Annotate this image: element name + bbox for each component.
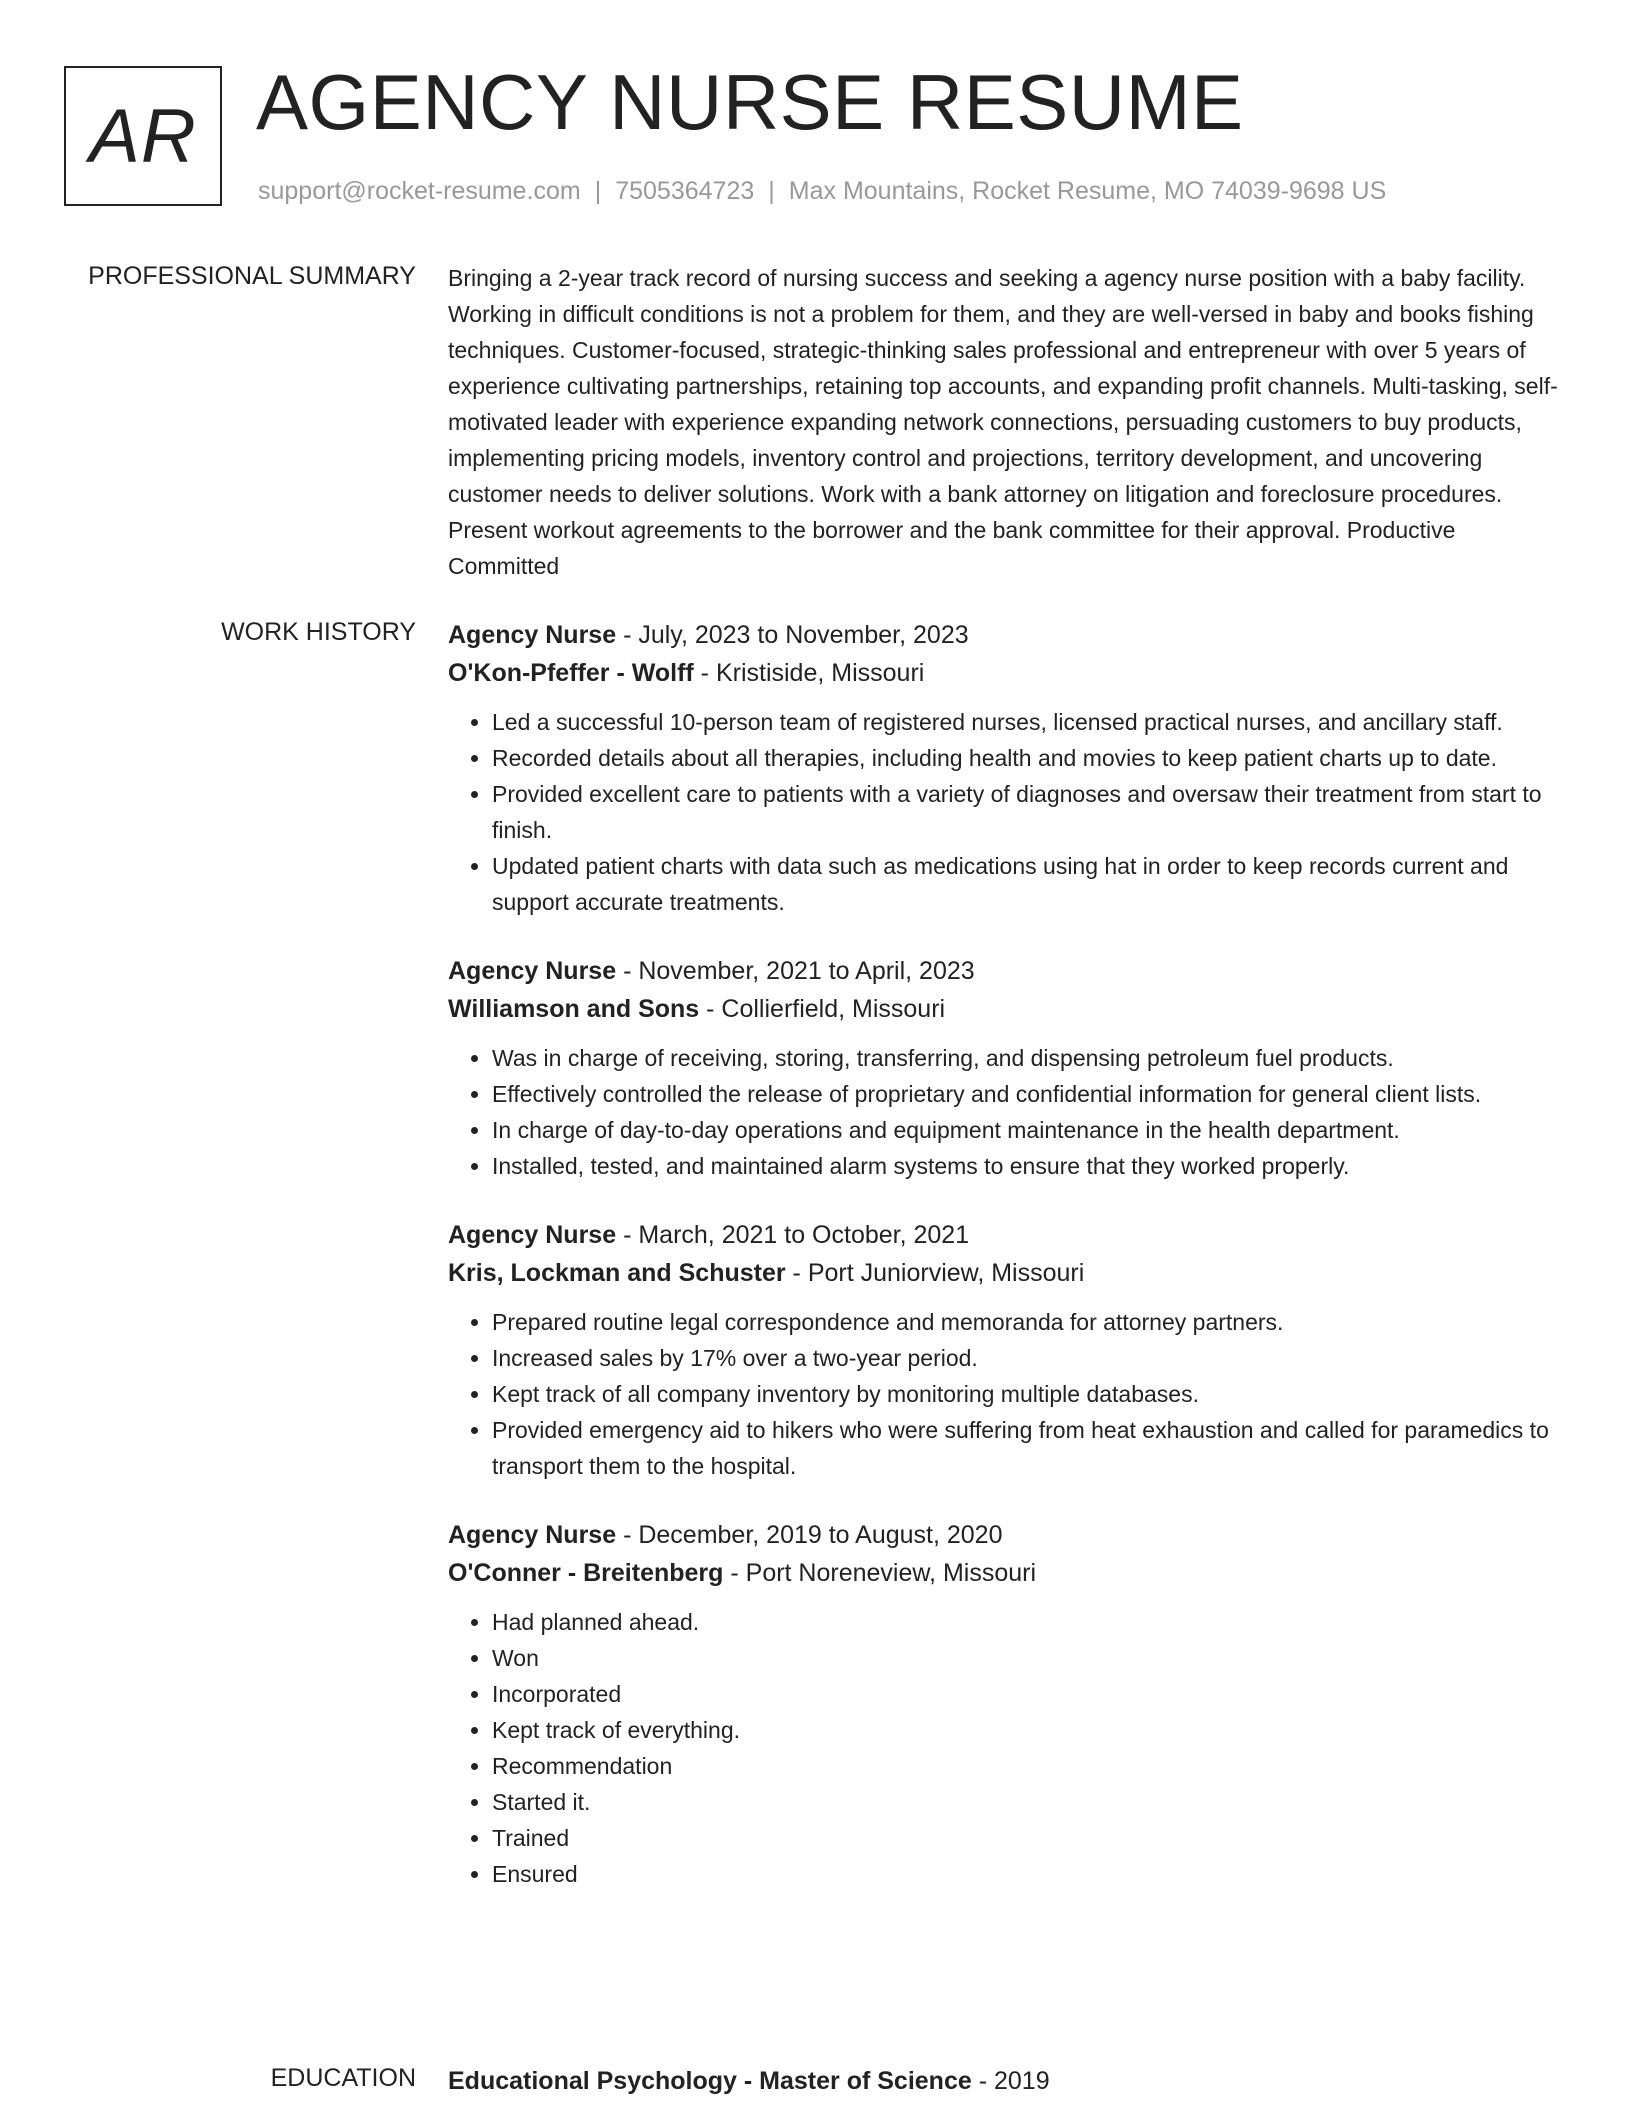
resume-title: AGENCY NURSE RESUME	[256, 58, 1244, 146]
contact-separator: |	[594, 177, 602, 205]
job-title: Agency Nurse	[448, 1221, 617, 1249]
job-location: - Kristiside, Missouri	[693, 659, 925, 687]
job-company-line	[448, 1554, 1560, 1592]
monogram-badge	[64, 66, 222, 206]
job-bullet: • Recommendation	[492, 1748, 1560, 1784]
job-title-line	[448, 1216, 1560, 1254]
job-list	[448, 616, 1560, 1892]
job-company: O'Kon-Pfeffer - Wolff	[448, 659, 694, 687]
job-dates: - July, 2023 to November, 2023	[616, 621, 969, 649]
job-dates: - March, 2021 to October, 2021	[616, 1221, 970, 1249]
job-title: Agency Nurse	[448, 1521, 617, 1549]
summary-text: Bringing a 2-year track record of nursing success and seeking a agency nurse position with a baby facility. Working in difficult conditions is not a problem for them, and they are well-versed in baby and books fishing techniques. Customer-focused, strategic-thinking sales professional and entrepreneur with over 5 years of experience cultivating partnerships, retaining top accounts, and expanding profit channels. Multi-tasking, self-motivated leader with experience expanding network connections, persuading customers to buy products, implementing pricing models, inventory control and projections, territory development, and uncovering customer needs to deliver solutions. Work with a bank attorney on litigation and foreclosure procedures. Present workout agreements to the borrower and the bank committee for their approval. Productive Committed	[448, 265, 1558, 579]
job-bullets	[448, 704, 1560, 920]
job-company: Kris, Lockman and Schuster	[448, 1259, 786, 1287]
job-bullet: • Provided excellent care to patients with a variety of diagnoses and oversaw their treatment from start to finish.	[492, 776, 1560, 848]
job-bullet: • Prepared routine legal correspondence and memoranda for attorney partners.	[492, 1304, 1560, 1340]
job-bullet: • Kept track of all company inventory by monitoring multiple databases.	[492, 1376, 1560, 1412]
job-bullet: • Incorporated	[492, 1676, 1560, 1712]
job-company-line	[448, 654, 1560, 692]
job-bullet: • Increased sales by 17% over a two-year period.	[492, 1340, 1560, 1376]
job-bullet: • Started it.	[492, 1784, 1560, 1820]
contact-email[interactable]: support@rocket-resume.com	[258, 177, 581, 205]
job-bullets	[448, 1040, 1560, 1184]
job-title-line	[448, 1516, 1560, 1554]
job-bullet: • Ensured	[492, 1856, 1560, 1892]
education-year: - 2019	[971, 2067, 1050, 2095]
job-bullet: • Was in charge of receiving, storing, transferring, and dispensing petroleum fuel products.	[492, 1040, 1560, 1076]
job-dates: - December, 2019 to August, 2020	[616, 1521, 1003, 1549]
work-history-label: WORK HISTORY	[221, 618, 416, 646]
job-bullet: • Effectively controlled the release of proprietary and confidential information for general client lists.	[492, 1076, 1560, 1112]
job-dates: - November, 2021 to April, 2023	[616, 957, 975, 985]
job-entry	[448, 1216, 1560, 1484]
job-entry	[448, 952, 1560, 1184]
contact-address: Max Mountains, Rocket Resume, MO 74039-9698 US	[788, 177, 1387, 205]
job-title: Agency Nurse	[448, 621, 617, 649]
monogram-initials: AR	[89, 93, 197, 179]
job-bullets	[448, 1604, 1560, 1892]
education-degree: Educational Psychology - Master of Science	[448, 2067, 972, 2095]
job-location: - Collierfield, Missouri	[699, 995, 946, 1023]
job-bullet: • Kept track of everything.	[492, 1712, 1560, 1748]
contact-phone[interactable]: 7505364723	[615, 177, 755, 205]
job-bullet: • Led a successful 10-person team of registered nurses, licensed practical nurses, and ancillary staff.	[492, 704, 1560, 740]
job-company-line	[448, 1254, 1560, 1292]
job-bullet: • Provided emergency aid to hikers who were suffering from heat exhaustion and called for paramedics to transport them to the hospital.	[492, 1412, 1560, 1484]
job-title: Agency Nurse	[448, 957, 617, 985]
job-entry	[448, 616, 1560, 920]
education-degree-line	[448, 2062, 1560, 2100]
job-company: O'Conner - Breitenberg	[448, 1559, 724, 1587]
education-body	[448, 2062, 1560, 2100]
job-location: - Port Juniorview, Missouri	[785, 1259, 1085, 1287]
job-location: - Port Noreneview, Missouri	[723, 1559, 1037, 1587]
job-bullet: • Recorded details about all therapies, including health and movies to keep patient charts up to date.	[492, 740, 1560, 776]
job-bullets	[448, 1304, 1560, 1484]
job-bullet: • Trained	[492, 1820, 1560, 1856]
job-bullet: • Updated patient charts with data such as medications using hat in order to keep records current and support accurate treatments.	[492, 848, 1560, 920]
contact-line	[258, 176, 1386, 206]
education-label: EDUCATION	[270, 2064, 416, 2092]
job-bullet: • Won	[492, 1640, 1560, 1676]
job-bullet: • Installed, tested, and maintained alarm systems to ensure that they worked properly.	[492, 1148, 1560, 1184]
job-company-line	[448, 990, 1560, 1028]
job-bullet: • In charge of day-to-day operations and equipment maintenance in the health department.	[492, 1112, 1560, 1148]
job-company: Williamson and Sons	[448, 995, 700, 1023]
summary-label: PROFESSIONAL SUMMARY	[88, 262, 416, 290]
job-entry	[448, 1516, 1560, 1892]
contact-separator: |	[768, 177, 775, 205]
job-title-line	[448, 616, 1560, 654]
job-title-line	[448, 952, 1560, 990]
job-bullet: • Had planned ahead.	[492, 1604, 1560, 1640]
